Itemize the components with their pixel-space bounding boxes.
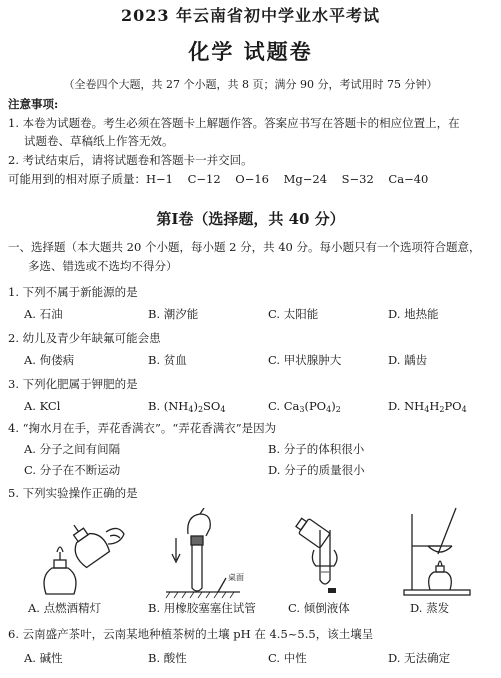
exam-title: 2023 年云南省初中学业水平考试 [120,6,381,25]
question-5-option-a: A. 点燃酒精灯 [28,601,102,615]
question-2-option-b: B. 贫血 [148,353,187,367]
illustration-pouring-liquid [290,510,354,596]
question-2-option-c: C. 甲状腺肿大 [268,353,342,367]
section-instructions-b: 多选、错选或不选均不得分） [28,259,178,273]
illustration-evaporation [400,506,476,598]
illustration-stopper-tube [160,508,260,600]
question-4-option-b: B. 分子的体积很小 [268,442,365,456]
question-2-option-d: D. 龋齿 [388,353,428,367]
exam-meta: （全卷四个大题，共 27 个小题，共 8 页；满分 90 分，考试用时 75 分钟） [63,78,438,91]
notes-item-1a: 1. 本卷为试题卷。考生必须在答题卡上解题作答。答案应书写在答题卡的相应位置上，在 [8,116,460,130]
question-6-option-c: C. 中性 [268,651,307,665]
question-3-option-a: A. KCl [24,399,61,413]
question-3-option-d: D. $NH_4H_2PO_4$ [388,399,467,414]
question-5-option-c: C. 倾倒液体 [288,601,350,615]
question-5-option-d: D. 蒸发 [410,601,450,615]
question-1-stem: 1. 下列不属于新能源的是 [8,285,138,299]
question-5-option-b: B. 用橡胶塞塞住试管 [148,601,256,615]
atomic-masses: 可能用到的相对原子质量：H−1 C−12 O−16 Mg−24 S−32 Ca−40 [8,172,429,186]
question-4-stem: 4. “掬水月在手，弄花香满衣”。“弄花香满衣”是因为 [8,421,277,435]
question-4-option-d: D. 分子的质量很小 [268,463,365,477]
notes-heading: 注意事项: [8,97,59,111]
question-6-option-b: B. 酸性 [148,651,187,665]
question-6-stem: 6. 云南盛产茶叶，云南某地种植茶树的土壤 pH 在 4.5~5.5，该土壤呈 [8,627,374,641]
question-3-option-b: B. $(NH_4)_2SO_4$ [148,399,226,414]
desk-label: 桌面 [228,573,244,582]
question-6-option-a: A. 碱性 [24,651,63,665]
notes-item-1b: 试题卷、草稿纸上作答无效。 [24,134,174,148]
question-2-stem: 2. 幼儿及青少年缺氟可能会患 [8,331,161,345]
question-4-option-a: A. 分子之间有间隔 [24,442,121,456]
question-1-option-a: A. 石油 [24,307,63,321]
illustration-alcohol-lamp [28,514,128,600]
section-title: 第Ⅰ卷（选择题，共 40 分） [156,210,345,228]
question-1-option-b: B. 潮汐能 [148,307,199,321]
question-5-stem: 5. 下列实验操作正确的是 [8,486,138,500]
question-2-option-a: A. 佝偻病 [24,353,75,367]
question-6-option-d: D. 无法确定 [388,651,451,665]
section-instructions-a: 一、选择题（本大题共 20 个小题，每小题 2 分，共 40 分。每小题只有一个选项符合题意， [8,240,481,254]
paper-title: 化学 试题卷 [188,39,313,64]
question-3-stem: 3. 下列化肥属于钾肥的是 [8,377,138,391]
question-3-option-c: C. $Ca_3(PO_4)_2$ [268,399,341,414]
question-4-option-c: C. 分子在不断运动 [24,463,121,477]
question-1-option-d: D. 地热能 [388,307,439,321]
notes-item-2: 2. 考试结束后，请将试题卷和答题卡一并交回。 [8,153,253,167]
question-1-option-c: C. 太阳能 [268,307,319,321]
